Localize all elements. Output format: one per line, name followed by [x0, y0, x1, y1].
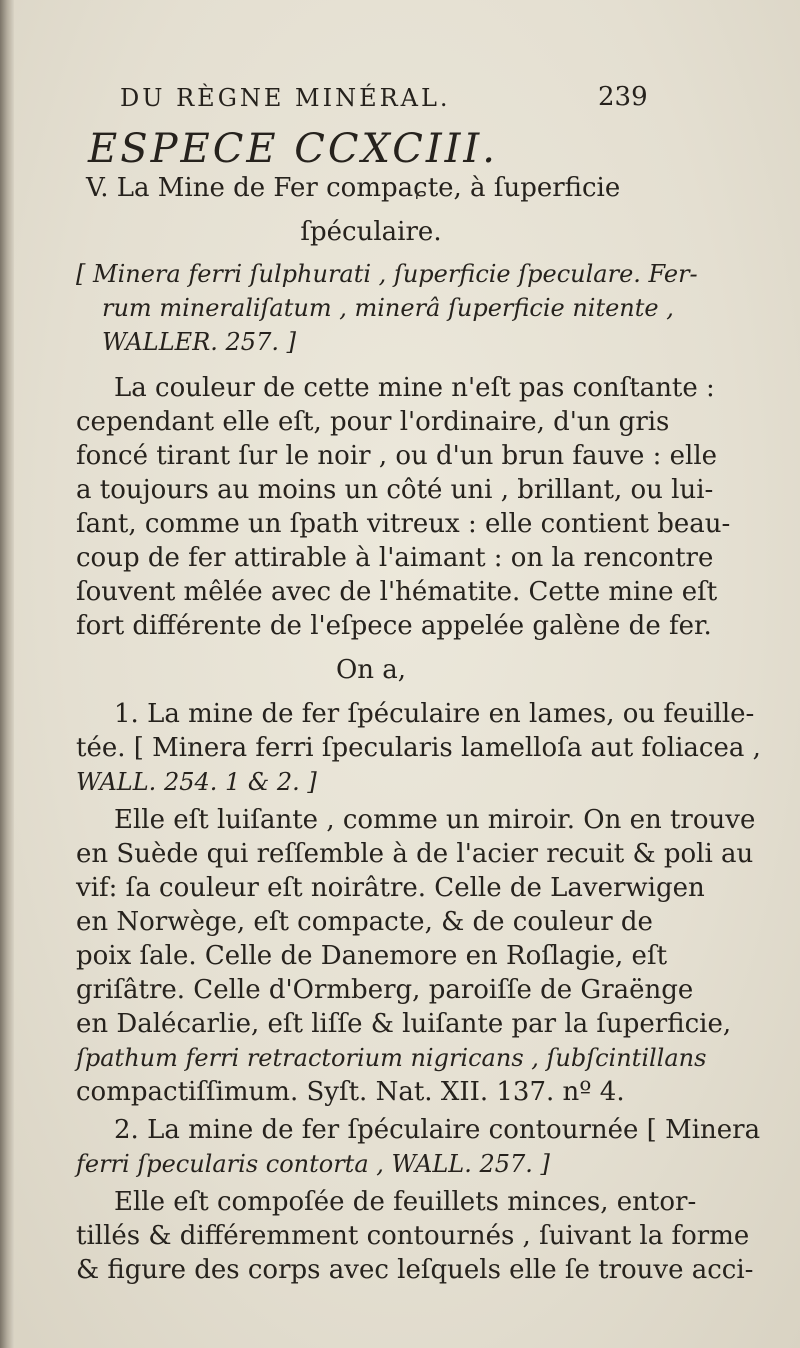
title-line-1: V. La Mine de Fer compaɕte, à ſuperficie: [86, 173, 621, 203]
paragraph-line: en Norwège, eſt compacte, & de couleur de: [76, 907, 653, 937]
title-line-2: ſpéculaire.: [300, 217, 442, 247]
paragraph-line: ſouvent mêlée avec de l'hématite. Cette mine eſt: [76, 577, 718, 607]
paragraph-line: griſâtre. Celle d'Ormberg, paroiſſe de Graënge: [76, 975, 694, 1005]
latin-reference-line: WALLER. 257. ]: [102, 328, 296, 356]
page-binding-edge: [0, 0, 14, 1348]
paragraph-line: La couleur de cette mine n'eſt pas conſtante :: [114, 373, 715, 403]
item-line: tée. [ Minera ferri ſpecularis lamelloſa aut foliacea ,: [76, 733, 761, 763]
item-line: WALL. 254. 1 & 2. ]: [76, 768, 317, 796]
paragraph-line: en Suède qui reſſemble à de l'acier recuit & poli au: [76, 839, 754, 869]
paragraph-line: ſpathum ferri retractorium nigricans , ſubſcintillans: [76, 1044, 707, 1072]
paragraph-line: Elle eſt compoſée de feuillets minces, entor-: [114, 1187, 697, 1217]
paragraph-line: a toujours au moins un côté uni , brillant, ou lui-: [76, 475, 714, 505]
paragraph-line: compactiſſimum. Syſt. Nat. XII. 137. nº 4.: [76, 1077, 625, 1107]
item-line: 2. La mine de fer ſpéculaire contournée [ Minera: [114, 1115, 761, 1145]
page-number: 239: [598, 82, 648, 112]
paragraph-line: Elle eſt luiſante , comme un miroir. On en trouve: [114, 805, 756, 835]
paragraph-line: tillés & différemment contournés , ſuivant la forme: [76, 1221, 750, 1251]
paragraph-line: poix ſale. Celle de Danemore en Roſlagie, eſt: [76, 941, 668, 971]
paragraph-line: ſant, comme un ſpath vitreux : elle contient beau-: [76, 509, 731, 539]
paragraph-line: cependant elle eſt, pour l'ordinaire, d'un gris: [76, 407, 670, 437]
on-a-heading: On a,: [335, 655, 407, 685]
latin-reference-line: [ Minera ferri ſulphurati , ſuperficie ſpeculare. Fer-: [76, 260, 698, 288]
running-head: DU RÈGNE MINÉRAL.: [120, 84, 451, 112]
paragraph-line: coup de fer attirable à l'aimant : on la rencontre: [76, 543, 714, 573]
item-line: 1. La mine de fer ſpéculaire en lames, ou feuille-: [114, 699, 755, 729]
paragraph-line: foncé tirant ſur le noir , ou d'un brun fauve : elle: [76, 441, 718, 471]
paragraph-line: en Dalécarlie, eſt liſſe & luiſante par la ſuperficie,: [76, 1009, 732, 1039]
paragraph-line: fort différente de l'eſpece appelée galène de fer.: [76, 611, 712, 641]
paragraph-line: & figure des corps avec leſquels elle ſe trouve acci-: [76, 1255, 754, 1285]
section-heading: ESPECE CCXCIII.: [88, 126, 498, 172]
item-line: ferri ſpecularis contorta , WALL. 257. ]: [76, 1150, 550, 1178]
paragraph-line: vif: ſa couleur eſt noirâtre. Celle de Laverwigen: [76, 873, 705, 903]
latin-reference-line: rum mineraliſatum , minerâ ſuperficie nitente ,: [102, 294, 674, 322]
